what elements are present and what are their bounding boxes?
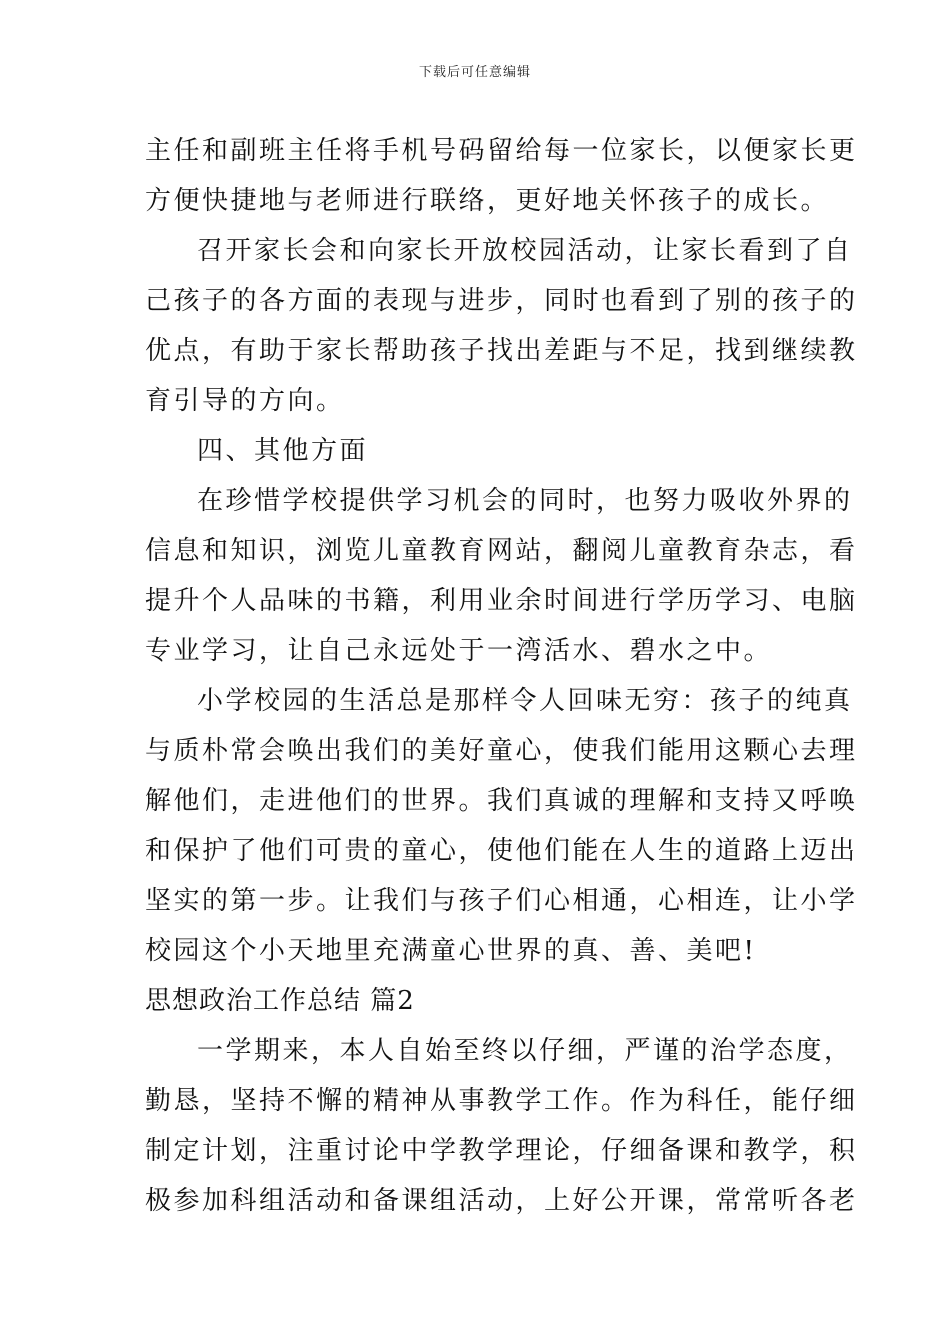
text-line: 勤恳，坚持不懈的精神从事教学工作。作为科任，能仔细 (145, 1086, 858, 1116)
text-line: 极参加科组活动和备课组活动，上好公开课，常常听各老 (145, 1186, 858, 1216)
paragraph-start-line: 召开家长会和向家长开放校园活动，让家长看到了自 (197, 236, 853, 266)
text-line: 方便快捷地与老师进行联络，更好地关怀孩子的成长。 (145, 186, 830, 216)
text-line: 信息和知识，浏览儿童教育网站，翻阅儿童教育杂志，看 (145, 536, 858, 566)
text-line: 坚实的第一步。让我们与孩子们心相通，心相连，让小学 (145, 886, 858, 916)
text-line: 提升个人品味的书籍，利用业余时间进行学历学习、电脑 (145, 586, 858, 616)
paragraph-start-line: 小学校园的生活总是那样令人回味无穷：孩子的纯真 (197, 686, 853, 716)
text-line: 优点，有助于家长帮助孩子找出差距与不足，找到继续教 (145, 336, 858, 366)
section-heading: 四、其他方面 (197, 436, 369, 466)
text-line: 主任和副班主任将手机号码留给每一位家长，以便家长更 (145, 136, 858, 166)
text-line: 与质朴常会唤出我们的美好童心，使我们能用这颗心去理 (145, 736, 858, 766)
paragraph-start-line: 一学期来，本人自始至终以仔细，严谨的治学态度， (197, 1036, 853, 1066)
text-line: 校园这个小天地里充满童心世界的真、善、美吧! (145, 936, 757, 966)
paragraph-start-line: 在珍惜学校提供学习机会的同时，也努力吸收外界的 (197, 486, 853, 516)
text-line: 育引导的方向。 (145, 386, 345, 416)
text-line: 制定计划，注重讨论中学教学理论，仔细备课和教学，积 (145, 1136, 858, 1166)
text-line: 解他们，走进他们的世界。我们真诚的理解和支持又呼唤 (145, 786, 858, 816)
article-title: 思想政治工作总结 篇2 (145, 986, 415, 1016)
text-line: 己孩子的各方面的表现与进步，同时也看到了别的孩子的 (145, 286, 858, 316)
document-body (145, 126, 858, 1226)
text-line: 专业学习，让自己永远处于一湾活水、碧水之中。 (145, 636, 773, 666)
text-line: 和保护了他们可贵的童心，使他们能在人生的道路上迈出 (145, 836, 858, 866)
page-header: 下载后可任意编辑 (418, 65, 531, 80)
